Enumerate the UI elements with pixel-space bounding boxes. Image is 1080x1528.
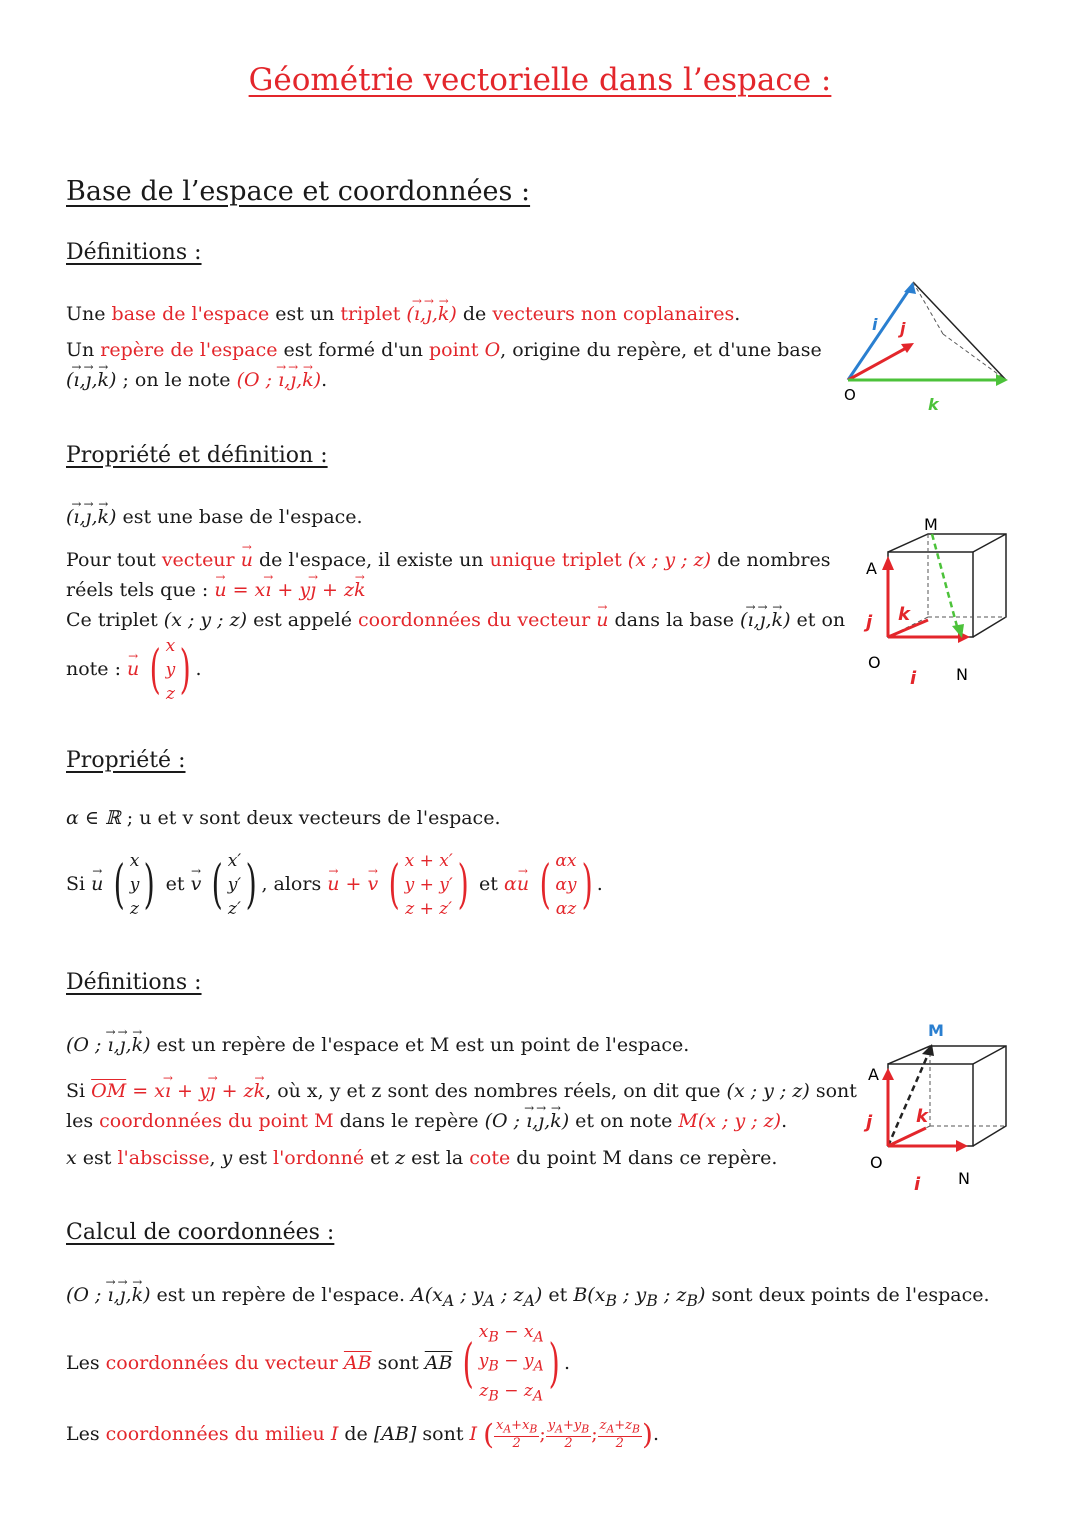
- figure-label-o: O: [870, 1153, 883, 1172]
- point-coordinates-notation: les coordonnées du point M dans le repère (O ; → ı,→ ȷ,→ k) et on note M(x ; y ; z).: [66, 1107, 787, 1135]
- cube-figure-point: [858, 1016, 1018, 1196]
- figure-label-j: j: [866, 612, 873, 633]
- vector-notation: note : → u ( x y z ) .: [66, 634, 202, 706]
- definitions-heading: Définitions :: [66, 240, 202, 265]
- property-definition-heading: Propriété et définition :: [66, 443, 328, 468]
- point-coordinates-definition: Si $\overline{OM} = x\to$ ı + y→ ȷ + z→ k, où x, y et z sont des nombres réels, on dit que (x ; y ; z) sont: [66, 1077, 857, 1105]
- figure-label-m: M: [924, 515, 938, 534]
- repere-notation: (→ ı,→ ȷ,→ k) ; on le note (O ; → ı,→ ȷ,→ k).: [66, 366, 327, 394]
- base-definition: Une base de l'espace est un triplet (→ ı,→ ȷ,→ k) de vecteurs non coplanaires.: [66, 300, 740, 328]
- section-heading: Base de l’espace et coordonnées :: [66, 176, 531, 207]
- cube-figure-vector: [858, 512, 1018, 692]
- sum-product-formula: Si → u ( x y z ) et → v ( x′ y′ z′ ) , alors → u + → v ( x + x′ y + y′ z + z′ ) et α→ u ( αx αy αz ) .: [66, 846, 603, 922]
- figure-label-i: i: [910, 668, 917, 689]
- figure-label-i: i: [872, 315, 878, 334]
- figure-label-n: N: [958, 1169, 970, 1188]
- vector-ab-coordinates: Les coordonnées du vecteur $\overline{AB}$ sont $\overline{AB}$ ( $x_B - x_A$ $y_B - y_A$ $z_B - z_A$ ) .: [66, 1322, 571, 1405]
- figure-label-o: O: [844, 386, 856, 404]
- point-repere-statement: (O ; → ı,→ ȷ,→ k) est un repère de l'espace et M est un point de l'espace.: [66, 1031, 689, 1059]
- figure-label-j: j: [866, 1112, 873, 1133]
- definitions-heading-2: Définitions :: [66, 970, 202, 995]
- vector-statement: Pour tout vecteur → u de l'espace, il existe un unique triplet (x ; y ; z) de nombres: [66, 546, 830, 574]
- page-title: Géométrie vectorielle dans l’espace :: [248, 62, 832, 98]
- points-hypothesis: (O ; → ı,→ ȷ,→ k) est un repère de l'espace. $A(x_A$ ; $y_A$ ; $z_A$) et $B(x_B$ ; $y_B$ ; $z_B$) sont deux points de l'espace.: [66, 1281, 990, 1315]
- figure-label-k: k: [898, 604, 910, 625]
- figure-label-a: A: [868, 1065, 879, 1084]
- property-heading: Propriété :: [66, 748, 186, 773]
- figure-label-o: O: [868, 653, 881, 672]
- repere-definition: Un repère de l'espace est formé d'un point O, origine du repère, et d'une base: [66, 339, 822, 361]
- figure-label-k: k: [928, 395, 939, 414]
- abscissa-ordinate-cote: x est l'abscisse, y est l'ordonné et z est la cote du point M dans ce repère.: [66, 1147, 778, 1169]
- coordinates-definition: Ce triplet (x ; y ; z) est appelé coordonnées du vecteur → u dans la base (→ ı,→ ȷ,→ k) et on: [66, 606, 845, 634]
- base-figure: [838, 272, 1018, 422]
- coordinate-calculation-heading: Calcul de coordonnées :: [66, 1220, 335, 1245]
- figure-label-i: i: [914, 1174, 921, 1195]
- midpoint-coordinates: Les coordonnées du milieu I de [AB] sont I ( $\frac{x_A+x_B}{2}$ ; $\frac{y_A+y_B}{2}$ ; $\frac{z_A+z_B}{2}$ ).: [66, 1417, 659, 1452]
- figure-label-n: N: [956, 665, 968, 684]
- figure-label-j: j: [900, 319, 906, 338]
- base-statement: (→ ı,→ ȷ,→ k) est une base de l'espace.: [66, 503, 363, 531]
- figure-label-a: A: [866, 559, 877, 578]
- vector-decomposition: réels tels que : → u = x→ ı + y→ ȷ + z→ k: [66, 576, 366, 604]
- figure-label-k: k: [916, 1106, 928, 1127]
- property-hypothesis: α ∈ ℝ ; u et v sont deux vecteurs de l'espace.: [66, 807, 501, 829]
- figure-label-m: M: [928, 1021, 944, 1040]
